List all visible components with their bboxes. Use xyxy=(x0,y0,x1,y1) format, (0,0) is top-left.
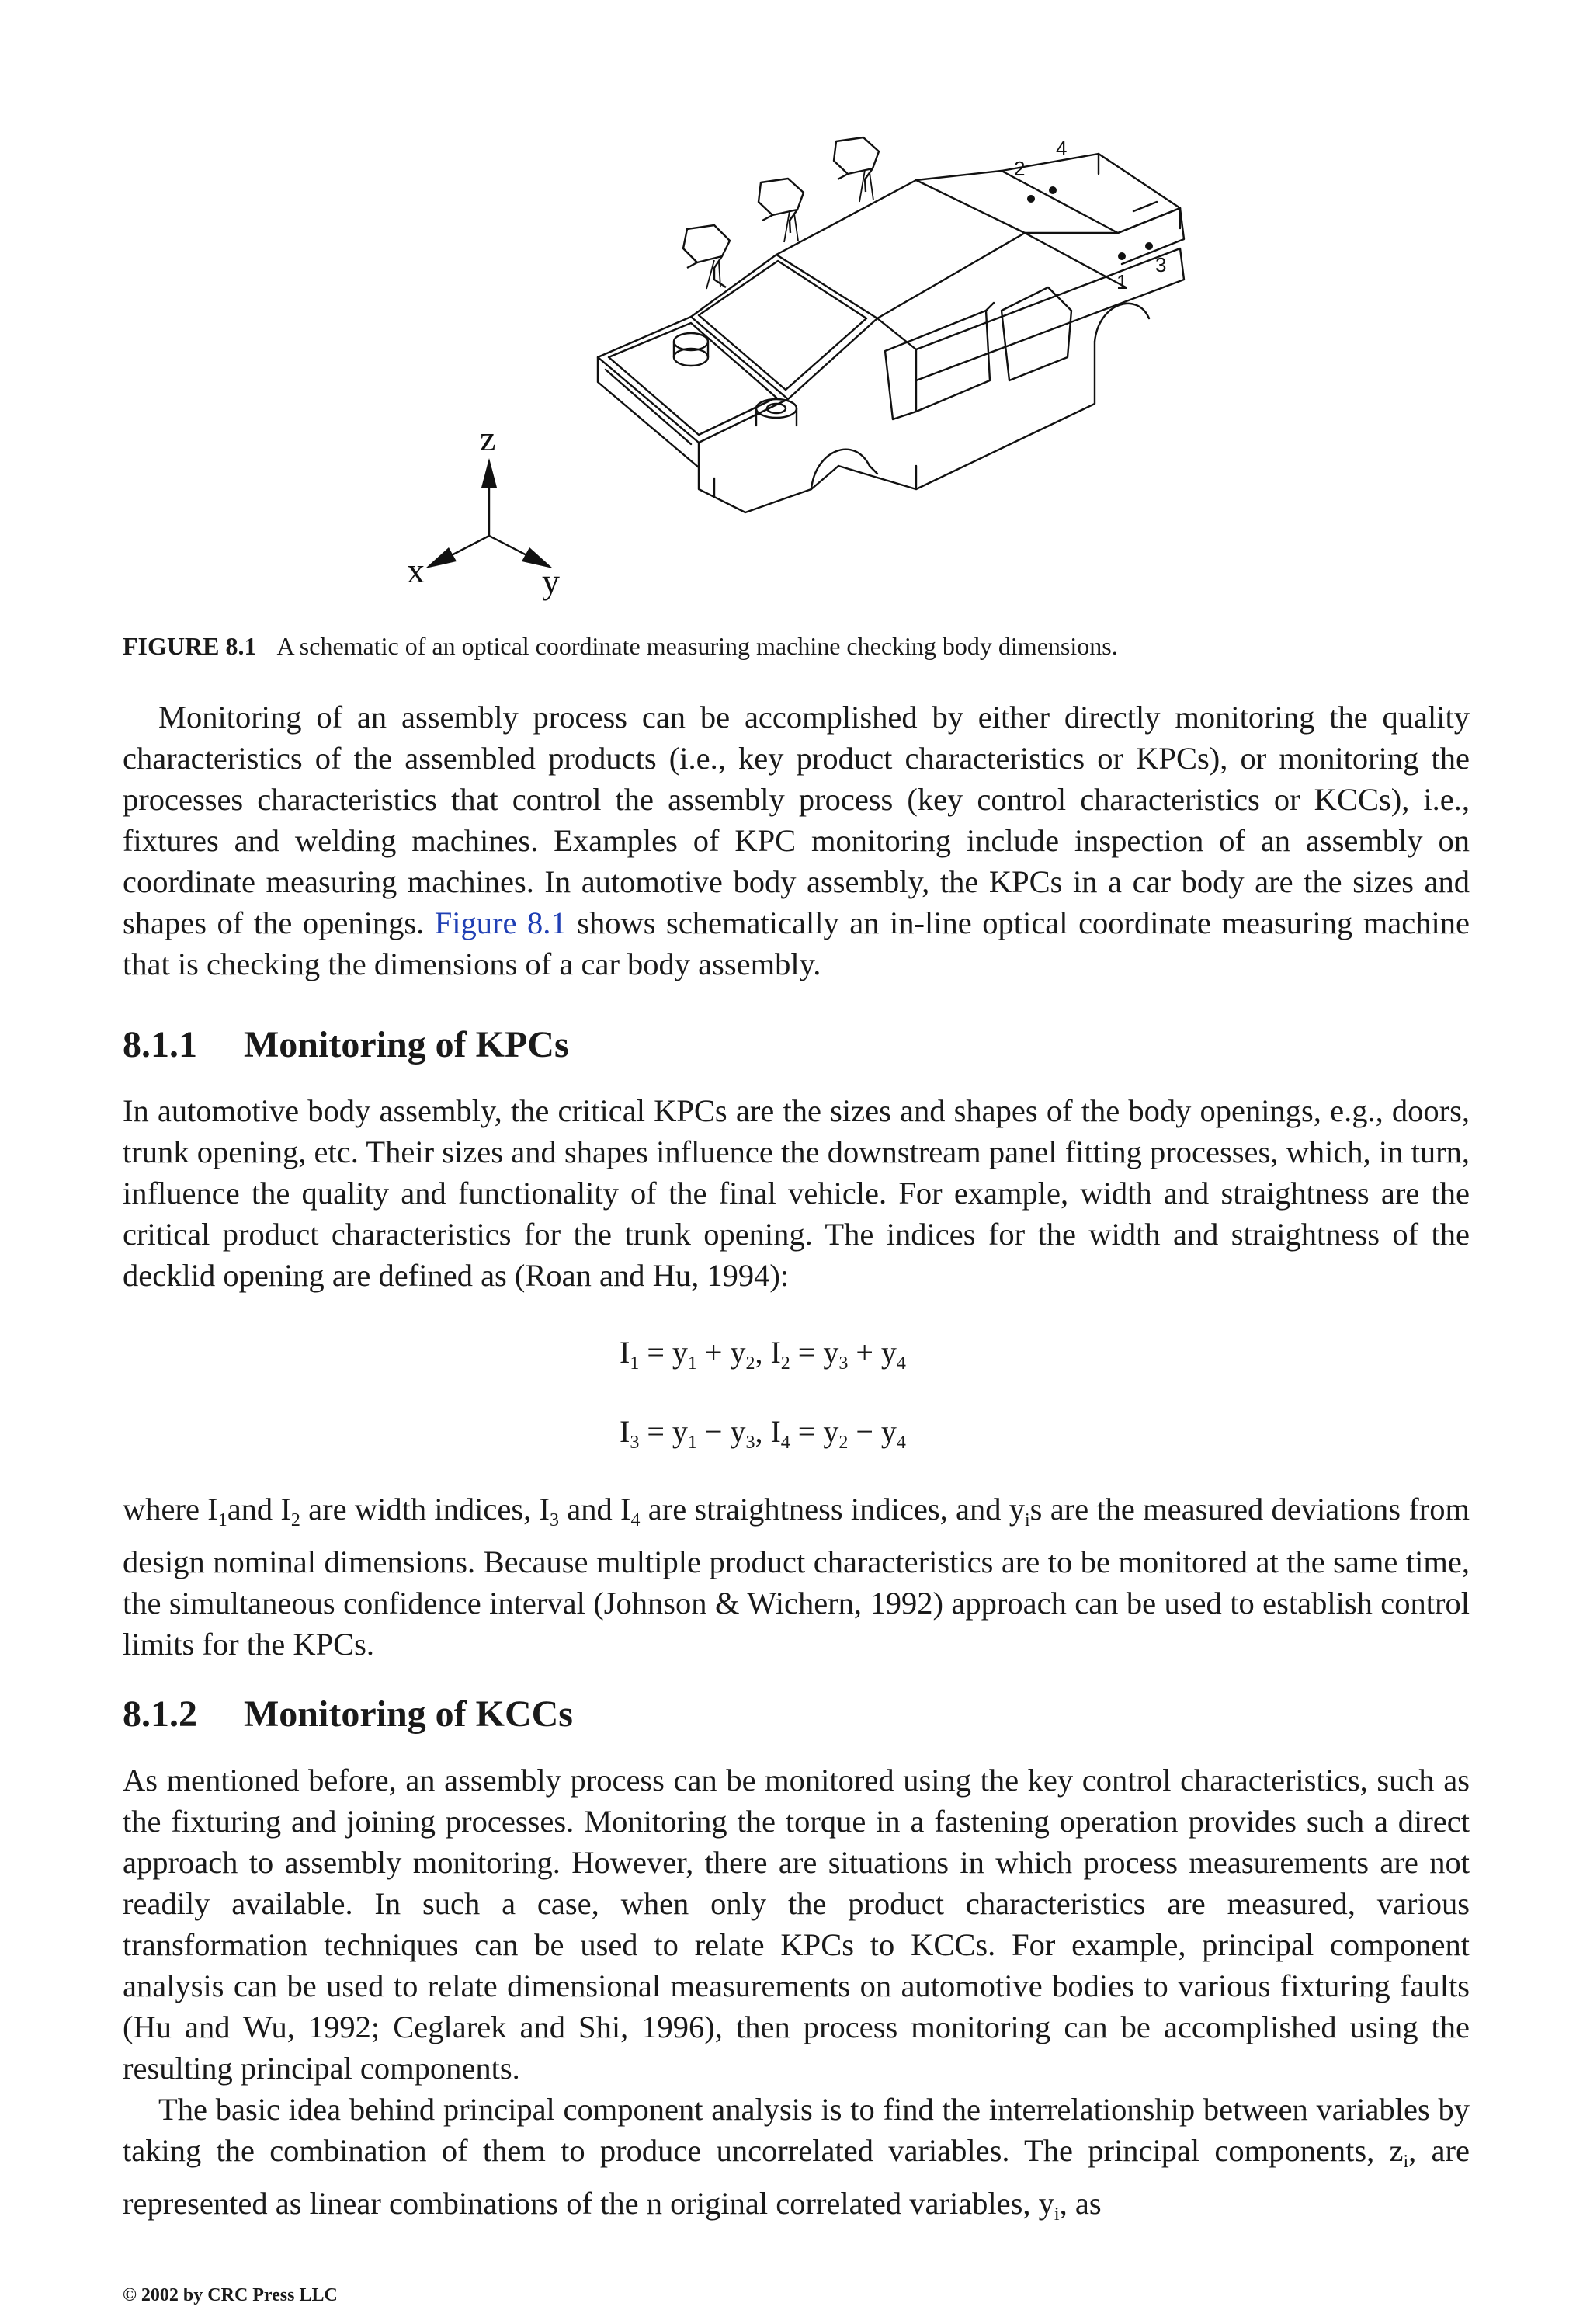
kcc-paragraph: As mentioned before, an assembly process can be monitored using the key control characteristics, such as the fixturing and joining processes. Monitoring the torque in a fastening operation provides such a direct approach to assembly monitoring. However, there are situations in which process measurements are not readily available. In such a case, when only the product characteristics are measured, various transformation techniques can be used to relate KPCs to KCCs. For example, principal component analysis can be used to relate dimensional measurements on automotive bodies to various fixturing faults (Hu and Wu, 1992; Ceglarek and Shi, 1996), then process monitoring can be accomplished using the resulting principal components. xyxy=(123,1763,1470,2086)
indices-paragraph xyxy=(123,1489,1470,1665)
eq-text: , I xyxy=(755,1414,781,1449)
hood-outline xyxy=(598,317,788,443)
section-title: Monitoring of KCCs xyxy=(244,1693,573,1735)
point-label-4: 4 xyxy=(1056,137,1068,160)
para-text: and I xyxy=(558,1492,631,1527)
eq-text: I xyxy=(620,1335,630,1370)
section-heading-8-1-2 xyxy=(123,1693,573,1735)
para-subscript: 1 xyxy=(217,1510,227,1530)
para-text: are straightness indices, and y xyxy=(640,1492,1025,1527)
para-subscript: i xyxy=(1025,1510,1030,1530)
eq-text: = y xyxy=(639,1414,688,1449)
para-subscript: 4 xyxy=(630,1510,641,1530)
eq-subscript: 3 xyxy=(745,1433,755,1453)
rear-door-opening xyxy=(1002,287,1071,380)
eq-text: + y xyxy=(696,1335,746,1370)
eq-subscript: 1 xyxy=(630,1353,640,1374)
eq-text: − y xyxy=(848,1414,897,1449)
measurement-points xyxy=(1027,186,1153,260)
eq-subscript: 4 xyxy=(896,1353,906,1374)
optical-sensor-icon xyxy=(683,225,730,289)
section-number: 8.1.2 xyxy=(123,1693,197,1735)
para-subscript: i xyxy=(1054,2204,1060,2225)
axis-label-x: x xyxy=(407,551,425,590)
eq-subscript: 1 xyxy=(687,1433,697,1453)
eq-text: = y xyxy=(639,1335,688,1370)
axis-label-y: y xyxy=(542,561,560,601)
para-text: and I xyxy=(227,1492,291,1527)
measurement-point-3 xyxy=(1145,242,1153,250)
para-text: , as xyxy=(1059,2186,1102,2221)
trunk-opening xyxy=(1002,154,1180,233)
intro-text-end: shows schematically an in-line optical coordinate measuring machine that is checking the dimensions of a car body assembly. xyxy=(123,905,1470,981)
eq-subscript: 3 xyxy=(838,1353,849,1374)
figure-8-1-link[interactable]: Figure 8.1 xyxy=(434,905,567,940)
optical-sensor-icon xyxy=(759,179,804,242)
section-number: 8.1.1 xyxy=(123,1024,197,1065)
para-text: s are the measured deviations from design nominal dimensions. Because multiple product characteristics are to be monitored at the same time, the simultaneous confidence interval (Johnson & Wichern, 1992) approach can be used to establish control limits for the KPCs. xyxy=(123,1492,1470,1662)
measurement-point-2 xyxy=(1027,195,1035,203)
intro-paragraph xyxy=(123,697,1470,985)
figure-caption xyxy=(123,632,1118,661)
car-body-schematic xyxy=(373,124,1258,606)
eq-subscript: 4 xyxy=(780,1433,790,1453)
front-wheel-arch xyxy=(811,450,877,489)
measurement-point-1 xyxy=(1118,252,1126,260)
copyright-footer: © 2002 by CRC Press LLC xyxy=(123,2285,338,2305)
axis-label-z: z xyxy=(480,419,496,458)
caption-text: A schematic of an optical coordinate measuring machine checking body dimensions. xyxy=(276,632,1118,660)
eq-text: + y xyxy=(848,1335,897,1370)
point-label-1: 1 xyxy=(1116,270,1128,294)
eq-text: , I xyxy=(755,1335,781,1370)
para-subscript: i xyxy=(1403,2152,1409,2172)
eq-text: I xyxy=(620,1414,630,1449)
eq-text: − y xyxy=(696,1414,746,1449)
equation-straightness-indices xyxy=(620,1413,906,1454)
section-title: Monitoring of KPCs xyxy=(244,1024,569,1065)
roof xyxy=(776,180,1025,318)
para-text: where I xyxy=(123,1492,218,1527)
optical-sensor-icon xyxy=(834,137,879,202)
eq-subscript: 2 xyxy=(838,1433,849,1453)
figure-8-1 xyxy=(373,124,1258,606)
pca-paragraph xyxy=(123,2089,1470,2235)
point-label-3: 3 xyxy=(1155,253,1167,276)
para-text: The basic idea behind principal component analysis is to find the interrelationship between variables by taking the combination of them to produce uncorrelated variables. The principal components, z xyxy=(123,2092,1470,2168)
eq-text: = y xyxy=(790,1335,839,1370)
eq-subscript: 3 xyxy=(630,1433,640,1453)
eq-subscript: 4 xyxy=(896,1433,906,1453)
para-subscript: 2 xyxy=(290,1510,300,1530)
eq-subscript: 2 xyxy=(780,1353,790,1374)
section-heading-8-1-1 xyxy=(123,1023,569,1066)
eq-subscript: 2 xyxy=(745,1353,755,1374)
caption-label: FIGURE 8.1 xyxy=(123,632,257,660)
eq-text: = y xyxy=(790,1414,839,1449)
point-label-2: 2 xyxy=(1014,157,1026,180)
para-subscript: 3 xyxy=(549,1510,559,1530)
para-text: are width indices, I xyxy=(300,1492,550,1527)
eq-subscript: 1 xyxy=(687,1353,697,1374)
intro-text-start: Monitoring of an assembly process can be accomplished by either directly monitoring the quality characteristics of the assembled products (i.e., key product characteristics or KPCs), or monitoring the processes characteristics that control the assembly process (key control characteristics or KCCs), i.e., fixtures and welding machines. Examples of KPC monitoring include inspection of an assembly on coordinate measuring machines. In automotive body assembly, the KPCs in a car body are the sizes and shapes of the openings. xyxy=(123,700,1470,940)
para-text: , are represented as linear combinations of the n original correlated variables, y xyxy=(123,2133,1470,2221)
equation-width-indices xyxy=(620,1334,906,1374)
kpc-paragraph: In automotive body assembly, the critical KPCs are the sizes and shapes of the body openings, e.g., doors, trunk opening, etc. Their sizes and shapes influence the downstream panel fitting processes, which, in turn, influence the quality and functionality of the final vehicle. For example, width and straightness are the critical product characteristics for the trunk opening. The indices for the width and straightness of the decklid opening are defined as (Roan and Hu, 1994): xyxy=(123,1093,1470,1293)
coordinate-axes xyxy=(407,419,560,601)
measurement-point-4 xyxy=(1049,186,1057,194)
